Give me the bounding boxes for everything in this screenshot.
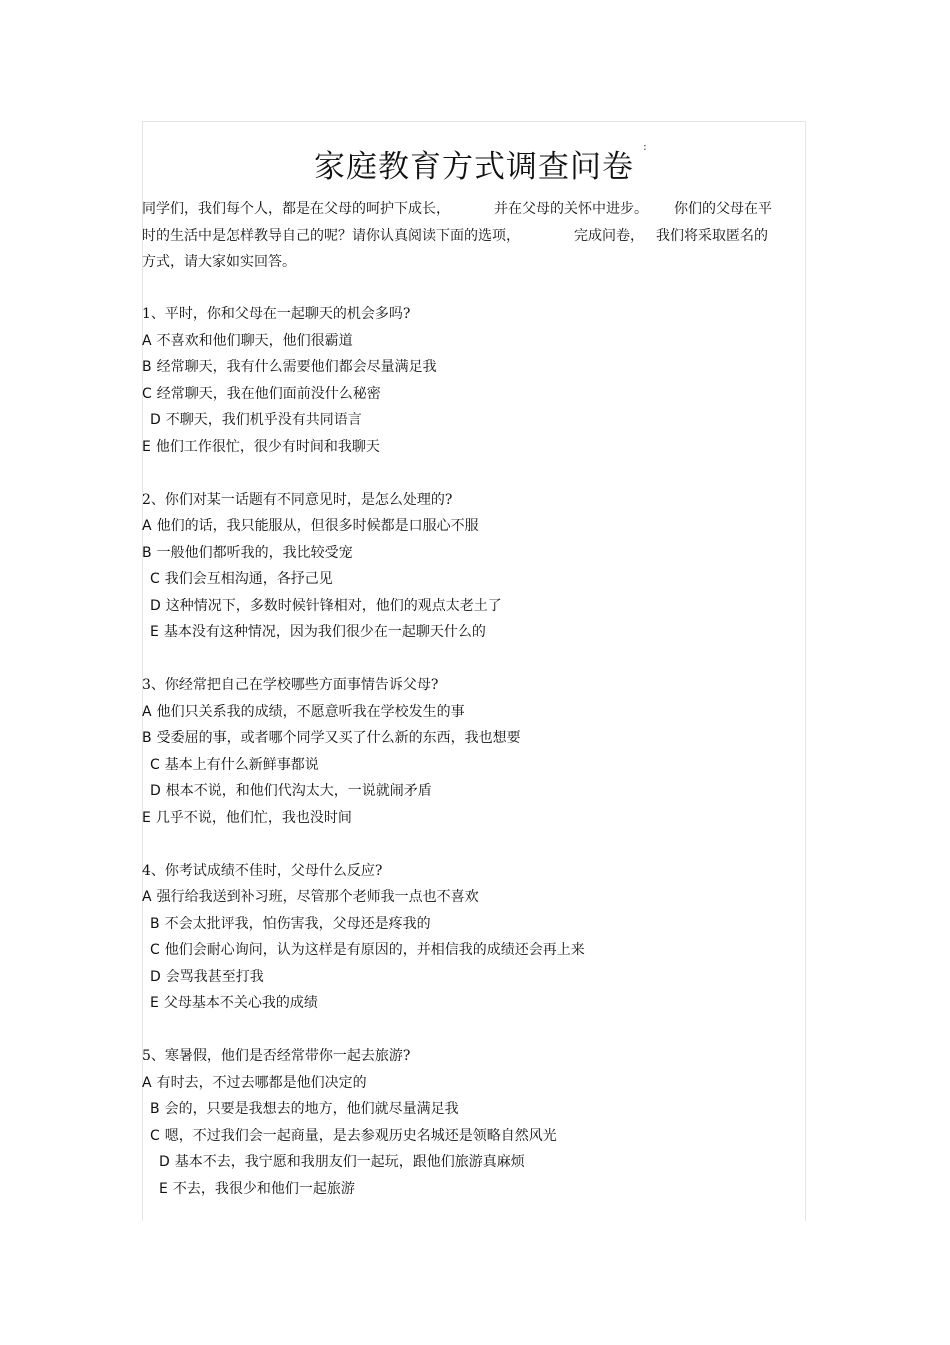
option-e[interactable]: E 他们工作很忙，很少有时间和我聊天 bbox=[142, 438, 380, 455]
option-e[interactable]: E 父母基本不关心我的成绩 bbox=[150, 995, 318, 1011]
option-b[interactable]: B 不会太批评我，怕伤害我，父母还是疼我的 bbox=[150, 915, 431, 932]
question-text: 1、平时，你和父母在一起聊天的机会多吗? bbox=[142, 306, 411, 322]
intro-text: 你们的父母在平 bbox=[674, 201, 772, 217]
question-1 bbox=[142, 301, 802, 460]
intro-text: 时的生活中是怎样教导自己的呢？请你认真阅读下面的选项， bbox=[142, 227, 520, 244]
option-c[interactable]: C 嗯，不过我们会一起商量，是去参观历史名城还是领略自然风光 bbox=[150, 1127, 557, 1144]
option-d[interactable]: D 不聊天，我们机乎没有共同语言 bbox=[150, 412, 362, 428]
option-b[interactable]: B 会的，只要是我想去的地方，他们就尽量满足我 bbox=[150, 1101, 459, 1117]
option-c[interactable]: C 我们会互相沟通，各抒己见 bbox=[150, 571, 333, 587]
option-c[interactable]: C 经常聊天，我在他们面前没什么秘密 bbox=[142, 385, 381, 402]
title-mark: : bbox=[643, 140, 647, 153]
option-c[interactable]: C 基本上有什么新鲜事都说 bbox=[150, 756, 319, 773]
question-text: 2、你们对某一话题有不同意见时，是怎么处理的? bbox=[142, 491, 453, 508]
question-4 bbox=[142, 858, 802, 1017]
option-b[interactable]: B 一般他们都听我的，我比较受宠 bbox=[142, 544, 353, 561]
question-list bbox=[142, 301, 802, 1229]
option-e[interactable]: E 不去，我很少和他们一起旅游 bbox=[159, 1180, 355, 1197]
option-d[interactable]: D 会骂我甚至打我 bbox=[150, 968, 264, 985]
option-a[interactable]: A 他们只关系我的成绩，不愿意听我在学校发生的事 bbox=[142, 703, 465, 720]
page-title: 家庭教育方式调查问卷 bbox=[314, 148, 634, 185]
intro-line: 方式，请大家如实回答。 bbox=[142, 254, 296, 270]
question-text: 5、寒暑假，他们是否经常带你一起去旅游? bbox=[142, 1048, 411, 1064]
intro-line bbox=[142, 223, 802, 250]
option-a[interactable]: A 他们的话，我只能服从，但很多时候都是口服心不服 bbox=[142, 518, 479, 534]
option-e[interactable]: E 几乎不说，他们忙，我也没时间 bbox=[142, 809, 352, 826]
option-e[interactable]: E 基本没有这种情况，因为我们很少在一起聊天什么的 bbox=[150, 624, 486, 640]
question-text: 3、你经常把自己在学校哪些方面事情告诉父母? bbox=[142, 677, 439, 693]
intro-text: 同学们，我们每个人，都是在父母的呵护下成长， bbox=[142, 201, 450, 217]
option-c[interactable]: C 他们会耐心询问，认为这样是有原因的，并相信我的成绩还会再上来 bbox=[150, 942, 585, 958]
question-2 bbox=[142, 487, 802, 646]
option-a[interactable]: A 不喜欢和他们聊天，他们很霸道 bbox=[142, 332, 353, 349]
intro-text: 并在父母的关怀中进步。 bbox=[494, 201, 648, 217]
question-3 bbox=[142, 672, 802, 831]
option-d[interactable]: D 根本不说，和他们代沟太大，一说就闹矛盾 bbox=[150, 783, 432, 799]
option-d[interactable]: D 基本不去，我宁愿和我朋友们一起玩，跟他们旅游真麻烦 bbox=[159, 1154, 525, 1170]
intro-text: 完成问卷， bbox=[574, 227, 644, 244]
option-a[interactable]: A 有时去，不过去哪都是他们决定的 bbox=[142, 1074, 367, 1091]
option-d[interactable]: D 这种情况下，多数时候针锋相对，他们的观点太老土了 bbox=[150, 597, 502, 614]
intro-text: 我们将采取匿名的 bbox=[656, 227, 768, 244]
option-a[interactable]: A 强行给我送到补习班，尽管那个老师我一点也不喜欢 bbox=[142, 889, 479, 905]
option-b[interactable]: B 经常聊天，我有什么需要他们都会尽量满足我 bbox=[142, 359, 437, 375]
intro-line bbox=[142, 196, 802, 223]
question-5 bbox=[142, 1043, 802, 1202]
option-b[interactable]: B 受委屈的事，或者哪个同学又买了什么新的东西，我也想要 bbox=[142, 730, 521, 746]
question-text: 4、你考试成绩不佳时，父母什么反应? bbox=[142, 862, 383, 879]
intro-paragraph bbox=[142, 196, 802, 276]
